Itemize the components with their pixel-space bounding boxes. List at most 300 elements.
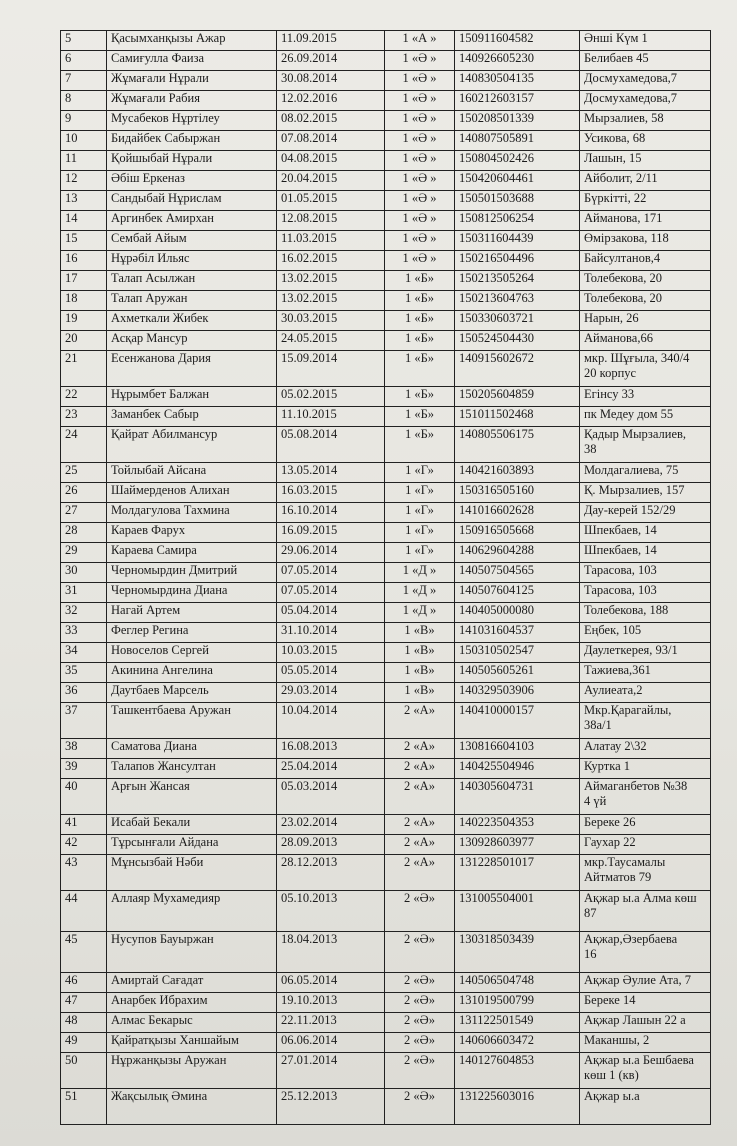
student-name <box>107 1053 277 1089</box>
iin-number-text: 151011502468 <box>459 407 534 421</box>
class-label-text: 2 «А» <box>404 835 435 849</box>
class-label <box>385 171 455 191</box>
class-label <box>385 835 455 855</box>
row-number-text: 12 <box>65 171 78 185</box>
birth-date <box>277 407 385 427</box>
student-name-text: Исабай Бекали <box>111 815 191 829</box>
birth-date <box>277 739 385 759</box>
student-name <box>107 407 277 427</box>
home-address <box>580 643 711 663</box>
table-row <box>61 1089 711 1125</box>
birth-date-text: 15.09.2014 <box>281 351 338 365</box>
student-name <box>107 779 277 815</box>
row-number <box>61 503 107 523</box>
class-label <box>385 91 455 111</box>
row-number <box>61 703 107 739</box>
student-name <box>107 51 277 71</box>
birth-date-text: 05.05.2014 <box>281 663 338 677</box>
student-name-text: Қасымханқызы Ажар <box>111 31 226 45</box>
class-label <box>385 932 455 973</box>
row-number-text: 8 <box>65 91 72 105</box>
class-label <box>385 151 455 171</box>
class-label-text: 1 «В» <box>404 663 435 677</box>
student-name-text: Амиртай Сағадат <box>111 973 204 987</box>
iin-number <box>455 973 580 993</box>
birth-date <box>277 311 385 331</box>
class-label-text: 1 «Ә » <box>402 71 437 85</box>
birth-date <box>277 1053 385 1089</box>
birth-date <box>277 31 385 51</box>
row-number <box>61 131 107 151</box>
row-number <box>61 151 107 171</box>
table-row <box>61 1033 711 1053</box>
home-address <box>580 91 711 111</box>
home-address-text: Молдагалиева, 75 <box>584 463 679 477</box>
birth-date <box>277 779 385 815</box>
birth-date <box>277 973 385 993</box>
iin-number <box>455 51 580 71</box>
row-number <box>61 779 107 815</box>
iin-number-text: 150208501339 <box>459 111 534 125</box>
student-name <box>107 603 277 623</box>
class-label-text: 1 «Д » <box>402 563 437 577</box>
birth-date-text: 05.03.2014 <box>281 779 338 793</box>
table-row <box>61 151 711 171</box>
home-address-line2: 38а/1 <box>584 718 612 732</box>
class-label <box>385 427 455 463</box>
iin-number-text: 150205604859 <box>459 387 534 401</box>
class-label <box>385 739 455 759</box>
iin-number <box>455 351 580 387</box>
class-label <box>385 111 455 131</box>
class-label <box>385 779 455 815</box>
student-name-text: Тұрсынғали Айдана <box>111 835 219 849</box>
class-label <box>385 815 455 835</box>
class-label-text: 1 «Б» <box>404 351 435 365</box>
row-number-text: 29 <box>65 543 78 557</box>
student-name-text: Есенжанова Дария <box>111 351 211 365</box>
class-label <box>385 311 455 331</box>
birth-date-text: 04.08.2015 <box>281 151 338 165</box>
home-address-text: Қадыр Мырзалиев, <box>584 427 687 441</box>
iin-number-text: 131122501549 <box>459 1013 534 1027</box>
student-name <box>107 739 277 759</box>
row-number-text: 22 <box>65 387 78 401</box>
table-row <box>61 231 711 251</box>
class-label-text: 1 «Ә » <box>402 191 437 205</box>
iin-number <box>455 835 580 855</box>
iin-number <box>455 603 580 623</box>
home-address-text: Шпекбаев, 14 <box>584 523 657 537</box>
row-number <box>61 835 107 855</box>
student-name <box>107 503 277 523</box>
row-number-text: 45 <box>65 932 78 946</box>
home-address <box>580 603 711 623</box>
student-name-text: Караева Самира <box>111 543 197 557</box>
class-label-text: 2 «Ә» <box>404 1033 435 1047</box>
table-row <box>61 311 711 331</box>
class-label <box>385 463 455 483</box>
birth-date-text: 11.09.2015 <box>281 31 337 45</box>
iin-number <box>455 759 580 779</box>
home-address <box>580 835 711 855</box>
student-name-text: Алмас Бекарыс <box>111 1013 193 1027</box>
class-label-text: 1 «Ә » <box>402 91 437 105</box>
iin-number-text: 140629604288 <box>459 543 534 557</box>
table-row <box>61 835 711 855</box>
birth-date <box>277 543 385 563</box>
table-row <box>61 563 711 583</box>
home-address-text: Егінсу 33 <box>584 387 635 401</box>
birth-date-text: 27.01.2014 <box>281 1053 338 1067</box>
student-name <box>107 71 277 91</box>
row-number <box>61 311 107 331</box>
home-address <box>580 583 711 603</box>
iin-number-text: 131228501017 <box>459 855 534 869</box>
row-number-text: 40 <box>65 779 78 793</box>
class-label <box>385 973 455 993</box>
iin-number-text: 130928603977 <box>459 835 534 849</box>
class-label-text: 1 «Ә » <box>402 51 437 65</box>
student-name-text: Тойлыбай Айсана <box>111 463 207 477</box>
birth-date <box>277 643 385 663</box>
iin-number <box>455 311 580 331</box>
table-row <box>61 739 711 759</box>
birth-date <box>277 663 385 683</box>
row-number <box>61 932 107 973</box>
table-row <box>61 407 711 427</box>
table-row <box>61 855 711 891</box>
home-address-text: Ақжар Лашын 22 а <box>584 1013 686 1027</box>
row-number <box>61 463 107 483</box>
home-address-text: Әнші Күм 1 <box>584 31 648 45</box>
class-label <box>385 623 455 643</box>
row-number <box>61 231 107 251</box>
birth-date-text: 06.06.2014 <box>281 1033 338 1047</box>
birth-date-text: 18.04.2013 <box>281 932 338 946</box>
row-number <box>61 351 107 387</box>
student-name <box>107 583 277 603</box>
class-label-text: 1 «В» <box>404 683 435 697</box>
iin-number-text: 150524504430 <box>459 331 534 345</box>
home-address-text: Айманова, 171 <box>584 211 663 225</box>
table-row <box>61 623 711 643</box>
home-address <box>580 1013 711 1033</box>
class-label <box>385 683 455 703</box>
iin-number-text: 160212603157 <box>459 91 534 105</box>
birth-date <box>277 483 385 503</box>
student-name <box>107 1089 277 1125</box>
row-number <box>61 523 107 543</box>
table-row <box>61 1013 711 1033</box>
iin-number <box>455 503 580 523</box>
iin-number <box>455 191 580 211</box>
home-address <box>580 331 711 351</box>
student-name <box>107 171 277 191</box>
table-row <box>61 663 711 683</box>
student-name <box>107 251 277 271</box>
student-name-text: Черномырдин Дмитрий <box>111 563 238 577</box>
home-address-text: Береке 14 <box>584 993 636 1007</box>
iin-number <box>455 91 580 111</box>
table-row <box>61 387 711 407</box>
birth-date <box>277 211 385 231</box>
student-name <box>107 331 277 351</box>
home-address <box>580 663 711 683</box>
home-address <box>580 932 711 973</box>
row-number-text: 43 <box>65 855 78 869</box>
row-number-text: 24 <box>65 427 78 441</box>
row-number <box>61 171 107 191</box>
class-label <box>385 51 455 71</box>
student-name-text: Новоселов Сергей <box>111 643 209 657</box>
home-address <box>580 993 711 1013</box>
row-number-text: 30 <box>65 563 78 577</box>
row-number <box>61 623 107 643</box>
iin-number <box>455 211 580 231</box>
home-address-text: Өмірзакова, 118 <box>584 231 669 245</box>
class-label <box>385 643 455 663</box>
student-name <box>107 427 277 463</box>
class-label-text: 1 «Б» <box>404 407 435 421</box>
birth-date-text: 10.04.2014 <box>281 703 338 717</box>
iin-number <box>455 427 580 463</box>
class-label-text: 1 «Б» <box>404 427 435 441</box>
student-name-text: Бидайбек Сабыржан <box>111 131 221 145</box>
home-address <box>580 311 711 331</box>
class-label <box>385 71 455 91</box>
home-address-text: Тарасова, 103 <box>584 583 657 597</box>
class-label <box>385 131 455 151</box>
iin-number-text: 130318503439 <box>459 932 534 946</box>
student-name-text: Қайрат Абилмансур <box>111 427 218 441</box>
birth-date <box>277 993 385 1013</box>
class-label <box>385 703 455 739</box>
class-label-text: 1 «Г» <box>405 483 434 497</box>
birth-date-text: 05.02.2015 <box>281 387 338 401</box>
table-row <box>61 131 711 151</box>
student-name-text: Жұмағали Нұрали <box>111 71 209 85</box>
class-label-text: 1 «Г» <box>405 523 434 537</box>
student-name-text: Аргинбек Амирхан <box>111 211 214 225</box>
birth-date-text: 16.08.2013 <box>281 739 338 753</box>
home-address <box>580 855 711 891</box>
row-number-text: 17 <box>65 271 78 285</box>
class-label-text: 2 «Ә» <box>404 1053 435 1067</box>
home-address-text: Тарасова, 103 <box>584 563 657 577</box>
birth-date <box>277 191 385 211</box>
birth-date-text: 01.05.2015 <box>281 191 338 205</box>
home-address-text: Ақжар ы.а <box>584 1089 640 1103</box>
student-name <box>107 759 277 779</box>
home-address-line2: Айтматов 79 <box>584 870 652 884</box>
student-name-text: Сембай Айым <box>111 231 187 245</box>
home-address-text: Досмухамедова,7 <box>584 91 677 105</box>
class-label-text: 1 «А » <box>402 31 437 45</box>
row-number <box>61 271 107 291</box>
student-name <box>107 663 277 683</box>
home-address-text: Аймаганбетов №38 <box>584 779 688 793</box>
class-label-text: 1 «Д » <box>402 583 437 597</box>
iin-number-text: 141016602628 <box>459 503 534 517</box>
row-number <box>61 387 107 407</box>
student-name <box>107 463 277 483</box>
home-address-line2: көш 1 (кв) <box>584 1068 639 1082</box>
row-number-text: 16 <box>65 251 78 265</box>
iin-number <box>455 111 580 131</box>
home-address-text: Гаухар 22 <box>584 835 636 849</box>
student-name <box>107 1013 277 1033</box>
row-number <box>61 1013 107 1033</box>
class-label-text: 1 «Б» <box>404 331 435 345</box>
student-name <box>107 643 277 663</box>
row-number <box>61 251 107 271</box>
birth-date <box>277 427 385 463</box>
class-label <box>385 271 455 291</box>
row-number <box>61 563 107 583</box>
birth-date <box>277 131 385 151</box>
student-name-text: Феглер Регина <box>111 623 189 637</box>
iin-number <box>455 815 580 835</box>
row-number <box>61 91 107 111</box>
student-name-text: Шаймерденов Алихан <box>111 483 230 497</box>
row-number-text: 49 <box>65 1033 78 1047</box>
iin-number-text: 150916505668 <box>459 523 534 537</box>
table-row <box>61 932 711 973</box>
home-address-text: Толебекова, 20 <box>584 291 663 305</box>
class-label <box>385 891 455 932</box>
birth-date-text: 23.02.2014 <box>281 815 338 829</box>
row-number <box>61 683 107 703</box>
row-number-text: 10 <box>65 131 78 145</box>
row-number-text: 6 <box>65 51 72 65</box>
home-address <box>580 351 711 387</box>
table-row <box>61 91 711 111</box>
class-label-text: 1 «В» <box>404 623 435 637</box>
home-address <box>580 815 711 835</box>
student-name <box>107 211 277 231</box>
row-number-text: 47 <box>65 993 78 1007</box>
birth-date-text: 05.10.2013 <box>281 891 338 905</box>
student-name <box>107 291 277 311</box>
home-address-text: мкр.Таусамалы <box>584 855 666 869</box>
student-name-text: Самиғулла Фаиза <box>111 51 205 65</box>
row-number <box>61 663 107 683</box>
row-number <box>61 407 107 427</box>
class-label <box>385 387 455 407</box>
iin-number-text: 140506504748 <box>459 973 534 987</box>
iin-number <box>455 291 580 311</box>
student-name <box>107 835 277 855</box>
table-row <box>61 603 711 623</box>
class-label-text: 2 «Ә» <box>404 973 435 987</box>
birth-date-text: 29.03.2014 <box>281 683 338 697</box>
iin-number <box>455 993 580 1013</box>
table-row <box>61 973 711 993</box>
row-number <box>61 1053 107 1089</box>
iin-number-text: 140915602672 <box>459 351 534 365</box>
home-address-text: Лашын, 15 <box>584 151 642 165</box>
home-address <box>580 427 711 463</box>
iin-number-text: 140926605230 <box>459 51 534 65</box>
home-address-line2: 20 корпус <box>584 366 637 380</box>
student-name-text: Нұрәбіл Ильяс <box>111 251 190 265</box>
birth-date-text: 16.03.2015 <box>281 483 338 497</box>
home-address <box>580 407 711 427</box>
birth-date-text: 06.05.2014 <box>281 973 338 987</box>
class-label <box>385 1053 455 1089</box>
row-number-text: 48 <box>65 1013 78 1027</box>
home-address <box>580 739 711 759</box>
class-label-text: 1 «Ә » <box>402 251 437 265</box>
row-number-text: 46 <box>65 973 78 987</box>
class-label-text: 1 «Г» <box>405 463 434 477</box>
class-label-text: 2 «Ә» <box>404 993 435 1007</box>
home-address-text: Шпекбаев, 14 <box>584 543 657 557</box>
birth-date-text: 25.12.2013 <box>281 1089 338 1103</box>
table-row <box>61 427 711 463</box>
birth-date <box>277 523 385 543</box>
row-number <box>61 891 107 932</box>
home-address <box>580 31 711 51</box>
table-row <box>61 51 711 71</box>
student-name <box>107 563 277 583</box>
birth-date-text: 10.03.2015 <box>281 643 338 657</box>
home-address <box>580 779 711 815</box>
home-address <box>580 231 711 251</box>
home-address-text: Ақжар ы.а Алма көш <box>584 891 697 905</box>
birth-date-text: 30.08.2014 <box>281 71 338 85</box>
student-name <box>107 993 277 1013</box>
iin-number <box>455 483 580 503</box>
birth-date <box>277 171 385 191</box>
table-row <box>61 583 711 603</box>
class-label-text: 1 «Ә » <box>402 211 437 225</box>
home-address-text: Ақжар ы.а Бешбаева <box>584 1053 694 1067</box>
row-number-text: 42 <box>65 835 78 849</box>
home-address <box>580 973 711 993</box>
home-address-text: Айболит, 2/11 <box>584 171 658 185</box>
home-address <box>580 759 711 779</box>
iin-number-text: 150812506254 <box>459 211 534 225</box>
student-name-text: Нусупов Бауыржан <box>111 932 214 946</box>
birth-date-text: 20.04.2015 <box>281 171 338 185</box>
birth-date-text: 13.05.2014 <box>281 463 338 477</box>
home-address-text: Белибаев 45 <box>584 51 649 65</box>
student-name <box>107 703 277 739</box>
student-name-text: Анарбек Ибрахим <box>111 993 208 1007</box>
row-number <box>61 993 107 1013</box>
student-name <box>107 973 277 993</box>
class-label-text: 1 «Г» <box>405 503 434 517</box>
student-name-text: Ташкентбаева Аружан <box>111 703 231 717</box>
student-name-text: Нұржанқызы Аружан <box>111 1053 227 1067</box>
iin-number <box>455 683 580 703</box>
row-number <box>61 973 107 993</box>
student-name <box>107 815 277 835</box>
student-name <box>107 231 277 251</box>
student-name-text: Караев Фарух <box>111 523 186 537</box>
iin-number-text: 140405000080 <box>459 603 534 617</box>
birth-date <box>277 51 385 71</box>
home-address-text: Еңбек, 105 <box>584 623 642 637</box>
home-address-text: Аулиеата,2 <box>584 683 643 697</box>
row-number <box>61 739 107 759</box>
class-label-text: 2 «А» <box>404 855 435 869</box>
home-address <box>580 291 711 311</box>
home-address-text: Усикова, 68 <box>584 131 646 145</box>
iin-number-text: 140507504565 <box>459 563 534 577</box>
